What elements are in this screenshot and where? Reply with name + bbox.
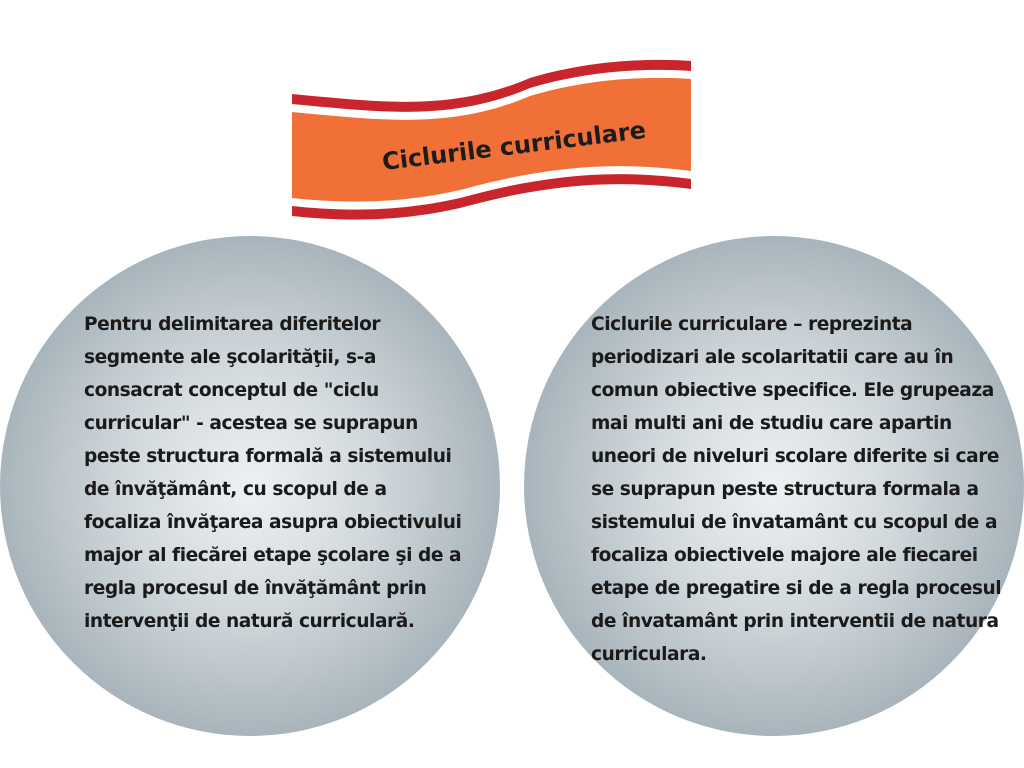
left-circle-text: Pentru delimitarea diferitelor segmente ale şcolarităţii, s-a consacrat conceptul de "ciclu curricular" - acestea se suprapun peste structura formală a sistemului de învăţământ, cu scopul de a focaliza învăţarea asupra obiectivului major al fiecărei etape şcolare şi de a regla procesul de învăţământ prin intervenţii de natură curriculară. <box>84 314 462 632</box>
wavy-ribbon-shape <box>290 58 694 224</box>
banner-title: Ciclurile curriculare <box>380 115 648 177</box>
right-circle-text: Ciclurile curriculare – reprezinta periodizari ale scolaritatii care au în comun obiective specifice. Ele grupeaza mai multi ani de studiu care apartin uneori de niveluri scolare diferite si care se suprapun peste structura formala a sistemului de învatamânt cu scopul de a focaliza obiectivele majore ale fiecarei etape de pregatire si de a regla procesul de învatamânt prin interventii de natura curriculara. <box>591 314 1002 665</box>
title-banner <box>290 58 694 224</box>
